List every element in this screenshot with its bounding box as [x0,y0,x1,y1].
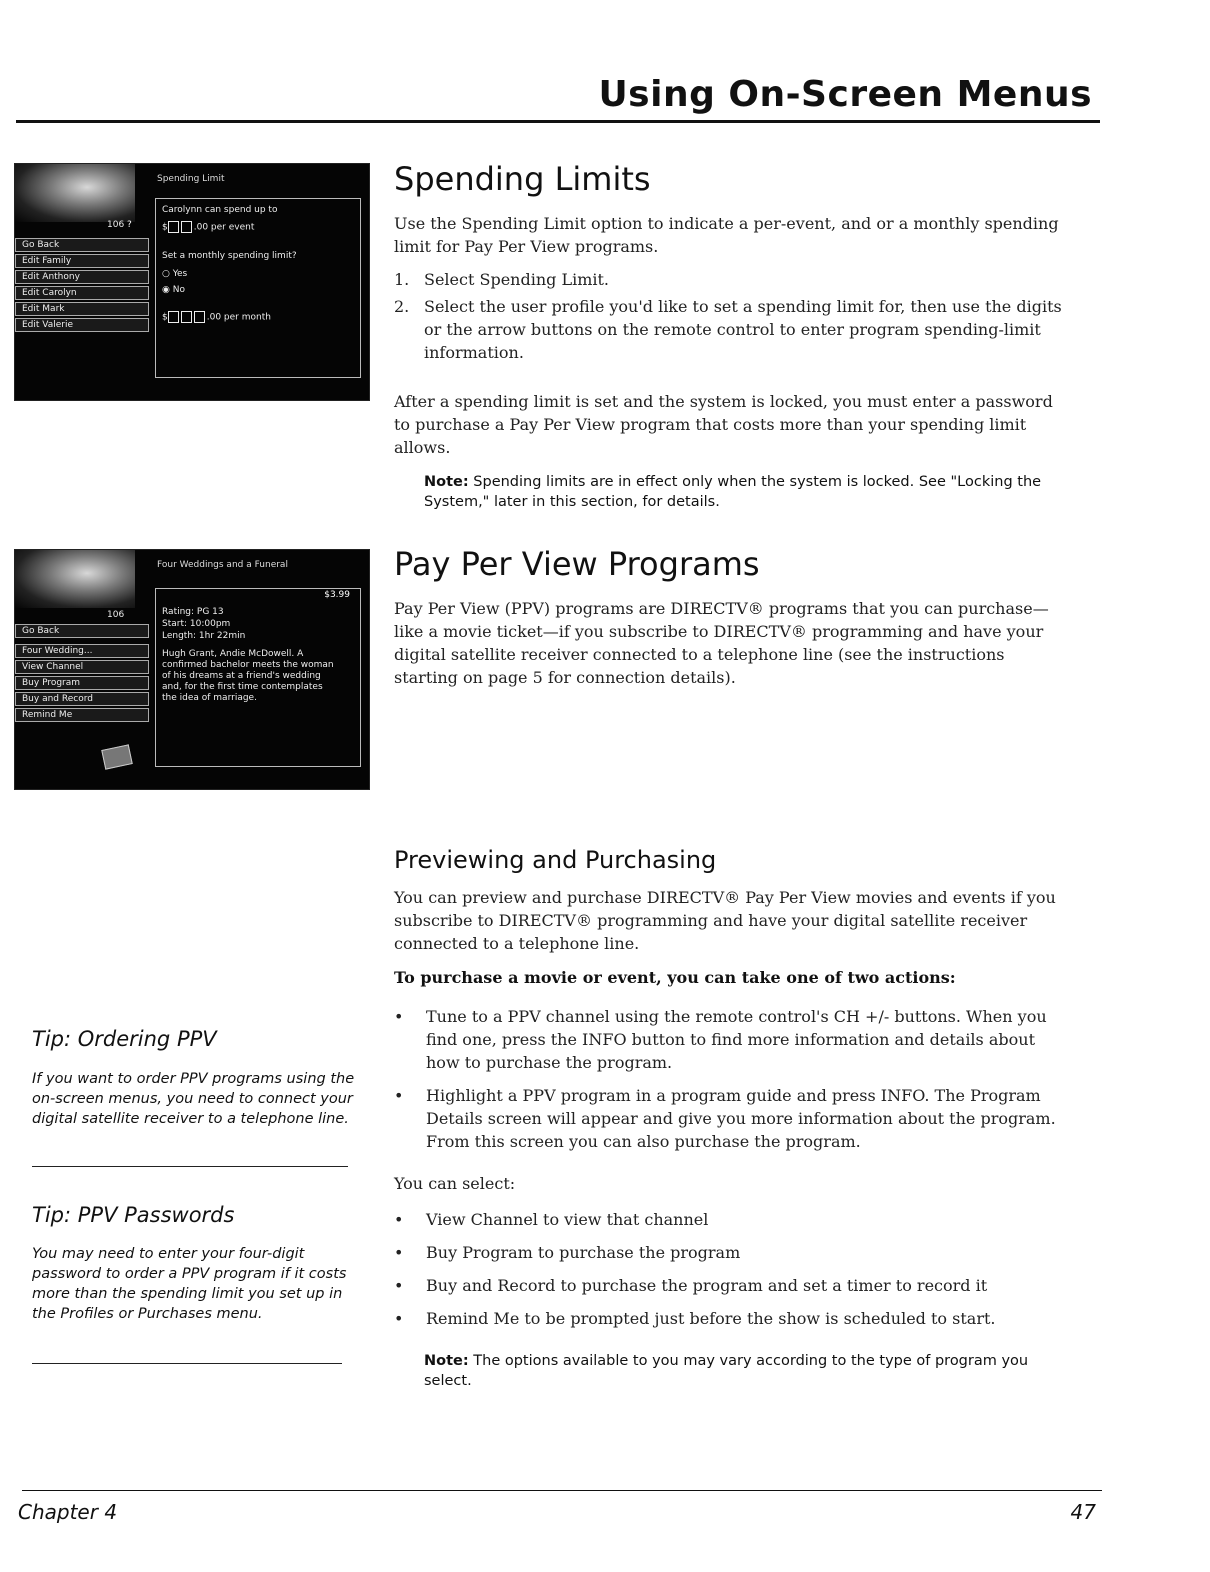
spending-intro: Use the Spending Limit option to indicate a per-event, and or a monthly spending limit for Pay Per View programs. [394,214,1059,256]
note-text: The options available to you may vary according to the type of program you select. [424,1353,1029,1389]
menu-item-buy-and-record[interactable]: Buy and Record [15,692,149,706]
purchase-actions-heading: To purchase a movie or event, you can take one of two actions: [394,968,956,987]
note-label: Note: [424,1353,469,1369]
description-line: the idea of marriage. [162,693,257,703]
description-line: Hugh Grant, Andie McDowell. A [162,649,304,659]
ppv-text: Pay Per View (PPV) programs are DIRECTV® programs that you can purchase—like a movie ticket—if you subscribe to DIRECTV® programming and have your digital satellite receiver connected to a telephone line (see the instructions starting on page 5 for connection details). [394,599,1049,687]
list-item [394,1208,1062,1231]
monthly-entry[interactable]: $ .00 per month [162,312,271,323]
program-price: $3.99 [324,590,350,600]
channel-number: 106 [107,220,125,230]
tip-ppv-passwords-body: You may need to enter your four-digit password to order a PPV program if it costs more than the spending limit you set up in the Profiles or Purchases menu. [32,1246,347,1322]
program-details-panel [155,588,361,767]
radio-yes-label: Yes [172,269,188,279]
menu-item-edit-mark[interactable]: Edit Mark [15,302,149,316]
description-line: of his dreams at a friend's wedding [162,671,321,681]
bullet-text: Tune to a PPV channel using the remote control's CH +/- buttons. When you find one, press the INFO button to find more information and details about how to purchase the program. [426,1007,1047,1072]
option-text: Buy Program to purchase the program [426,1243,741,1262]
note-label: Note: [424,474,469,490]
help-icon: ? [127,220,132,230]
menu-item-program-title[interactable]: Four Wedding... [15,644,149,658]
menu-item-go-back[interactable]: Go Back [15,624,149,638]
program-length: Length: 1hr 22min [162,631,246,641]
bullet-icon: • [394,1276,404,1295]
menu-item-edit-carolyn[interactable]: Edit Carolyn [15,286,149,300]
description-line: confirmed bachelor meets the woman [162,660,334,670]
bullet-icon: • [394,1007,404,1026]
tip-rule [32,1166,348,1167]
digit-box[interactable] [168,311,179,323]
bullet-text: Highlight a PPV program in a program guide and press INFO. The Program Details screen will appear and give you more information about the program. From this screen you can also purchase the program. [426,1086,1056,1151]
bullet-icon: • [394,1086,404,1105]
dish-logo-image [15,550,135,608]
select-intro: You can select: [394,1174,516,1193]
page-header-title: Using On-Screen Menus [598,74,1092,115]
option-text: Buy and Record to purchase the program and set a timer to record it [426,1276,988,1295]
list-item [394,1307,1062,1330]
step-item [394,268,1062,291]
menu-item-view-channel[interactable]: View Channel [15,660,149,674]
step-text: Select the user profile you'd like to set a spending limit for, then use the digits or the arrow buttons on the remote control to enter program spending-limit information. [424,297,1062,362]
spending-note [424,472,1064,512]
previewing-heading: Previewing and Purchasing [394,846,717,874]
spending-limit-panel [155,198,361,378]
menu-item-edit-family[interactable]: Edit Family [15,254,149,268]
list-item [394,1241,1062,1264]
channel-number: 106 [107,610,125,620]
profile-menu [15,238,149,334]
digit-box[interactable] [194,311,205,323]
per-month-suffix: .00 per month [206,312,271,323]
menu-item-go-back[interactable]: Go Back [15,238,149,252]
program-description [162,649,334,704]
ppv-heading: Pay Per View Programs [394,545,760,583]
previewing-intro: You can preview and purchase DIRECTV® Pay Per View movies and events if you subscribe to DIRECTV® programming and have your digital satellite receiver connected to a telephone line. [394,888,1056,953]
directv-logo-icon [101,744,133,769]
screen-title: Spending Limit [157,174,225,184]
monthly-question: Set a monthly spending limit? [162,251,297,261]
tip-ppv-passwords-title: Tip: PPV Passwords [32,1203,235,1227]
per-event-entry[interactable]: $ .00 per event [162,222,255,233]
select-options-list [394,1208,1062,1340]
options-note [424,1351,1064,1391]
spending-limits-heading: Spending Limits [394,160,651,198]
tip-rule [32,1363,342,1364]
chapter-label: Chapter 4 [18,1500,118,1524]
bullet-icon: • [394,1309,404,1328]
per-event-label: Carolynn can spend up to [162,205,278,215]
header-rule [16,120,1100,123]
radio-no-label: No [172,285,185,295]
spending-steps [394,268,1062,368]
step-number: 1. [394,270,410,289]
digit-box[interactable] [181,221,192,233]
digit-box[interactable] [168,221,179,233]
dish-logo-image [15,164,135,222]
footer-rule [22,1490,1102,1491]
tip-ordering-ppv-title: Tip: Ordering PPV [32,1027,217,1051]
spending-after: After a spending limit is set and the system is locked, you must enter a password to purchase a Pay Per View program that costs more than your spending limit allows. [394,392,1053,457]
bullet-icon: • [394,1210,404,1229]
radio-yes[interactable]: ○ Yes [162,269,188,279]
bullet-icon: • [394,1243,404,1262]
step-item [394,295,1062,364]
program-rating: Rating: PG 13 [162,607,224,617]
page-number: 47 [1070,1500,1096,1524]
list-item [394,1005,1062,1074]
menu-item-edit-valerie[interactable]: Edit Valerie [15,318,149,332]
menu-item-buy-program[interactable]: Buy Program [15,676,149,690]
digit-box[interactable] [181,311,192,323]
list-item [394,1274,1062,1297]
per-event-suffix: .00 per event [193,222,255,233]
spending-limit-screenshot [14,163,370,401]
step-text: Select Spending Limit. [424,270,610,289]
menu-item-edit-anthony[interactable]: Edit Anthony [15,270,149,284]
purchase-actions-list [394,1005,1062,1163]
radio-no[interactable]: ◉ No [162,285,185,295]
ppv-program-screenshot [14,549,370,790]
description-line: and, for the first time contemplates [162,682,323,692]
program-start: Start: 10:00pm [162,619,231,629]
menu-item-remind-me[interactable]: Remind Me [15,708,149,722]
note-text: Spending limits are in effect only when the system is locked. See "Locking the System," later in this section, for details. [424,474,1042,510]
option-text: Remind Me to be prompted just before the show is scheduled to start. [426,1309,996,1328]
program-menu [15,624,149,724]
step-number: 2. [394,297,410,316]
option-text: View Channel to view that channel [426,1210,709,1229]
tip-ordering-ppv-body: If you want to order PPV programs using the on-screen menus, you need to connect your digital satellite receiver to a telephone line. [32,1071,355,1127]
list-item [394,1084,1062,1153]
program-title: Four Weddings and a Funeral [157,560,288,570]
